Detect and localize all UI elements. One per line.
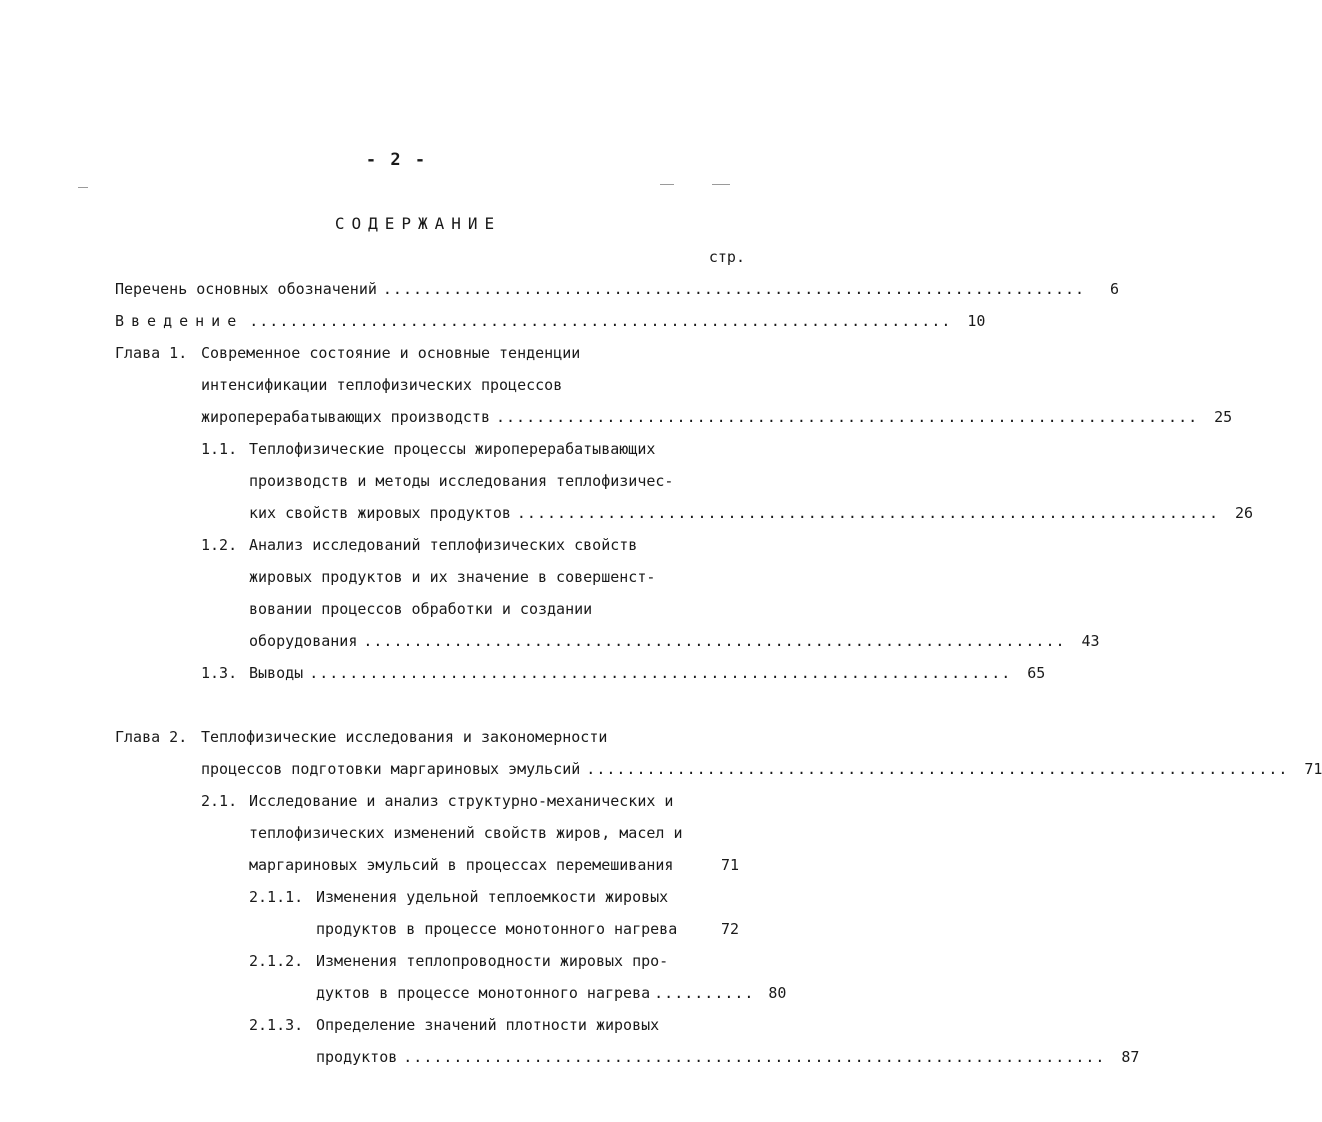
toc-prefix: 1.1. — [201, 440, 238, 458]
toc-line — [249, 1013, 659, 1037]
toc-text: Определение значений плотности жировых — [316, 1016, 660, 1034]
toc-prefix: 1.3. — [201, 664, 238, 682]
toc-text: Изменения теплопроводности жировых про- — [316, 952, 669, 970]
page-column-label: стр. — [708, 248, 745, 266]
toc-text: продуктов в процессе монотонного нагрева — [316, 920, 678, 938]
toc-line — [249, 501, 1254, 525]
toc-line — [249, 565, 655, 589]
toc-page: 87 — [1121, 1048, 1140, 1066]
toc-prefix: 2.1.1. — [249, 888, 304, 906]
toc-text: Выводы — [249, 664, 304, 682]
dot-leader: ...................................................................... — [516, 504, 1220, 522]
toc-line — [201, 789, 673, 813]
toc-prefix: 2.1. — [201, 792, 238, 810]
toc-text: Теплофизические исследования и закономерности — [201, 728, 608, 746]
toc-line — [201, 373, 562, 397]
toc-line — [249, 469, 673, 493]
toc-text: производств и методы исследования теплофизичес- — [249, 472, 674, 490]
toc-text: интенсификации теплофизических процессов — [201, 376, 563, 394]
toc-prefix: 2.1.2. — [249, 952, 304, 970]
scan-mark — [712, 184, 730, 185]
toc-text: оборудования — [249, 632, 358, 650]
toc-text: жировых продуктов и их значение в совершенст- — [249, 568, 656, 586]
toc-text: теплофизических изменений свойств жиров, масел и — [249, 824, 683, 842]
toc-line — [201, 533, 637, 557]
dot-leader: ...................................................................... — [249, 312, 952, 330]
dot-leader: ...................................................................... — [363, 632, 1066, 650]
toc-text: дуктов в процессе монотонного нагрева — [316, 984, 651, 1002]
dot-leader: ...................................................................... — [382, 280, 1086, 298]
toc-line — [249, 853, 739, 877]
toc-text: Изменения удельной теплоемкости жировых — [316, 888, 669, 906]
toc-line — [115, 725, 607, 749]
toc-line — [201, 405, 1233, 429]
toc-page: 72 — [720, 920, 739, 938]
toc-line — [316, 917, 739, 941]
toc-line — [249, 885, 668, 909]
toc-text: Анализ исследований теплофизических свойств — [249, 536, 638, 554]
toc-text: Перечень основных обозначений — [115, 280, 377, 298]
toc-text: Введение — [115, 312, 244, 330]
dot-leader: ...................................................................... — [495, 408, 1199, 426]
toc-line — [115, 309, 986, 333]
toc-page: 6 — [1110, 280, 1120, 298]
dot-leader: ...................................................................... — [309, 664, 1012, 682]
toc-text: процессов подготовки маргариновых эмульсий — [201, 760, 581, 778]
toc-text: ких свойств жировых продуктов — [249, 504, 511, 522]
toc-text: Современное состояние и основные тенденции — [201, 344, 581, 362]
toc-page: 65 — [1027, 664, 1046, 682]
toc-text: маргариновых эмульсий в процессах перемешивания — [249, 856, 674, 874]
page-number: - 2 - — [365, 150, 428, 170]
toc-line — [316, 981, 787, 1005]
toc-line — [249, 597, 592, 621]
toc-page: 43 — [1081, 632, 1100, 650]
toc-line — [249, 821, 682, 845]
toc-text: Исследование и анализ структурно-механических и — [249, 792, 674, 810]
toc-text: вовании процессов обработки и создании — [249, 600, 593, 618]
toc-page: 71 — [720, 856, 739, 874]
toc-line — [201, 661, 1046, 685]
toc-page: 71 — [1304, 760, 1322, 778]
toc-page: 26 — [1235, 504, 1254, 522]
toc-prefix: 1.2. — [201, 536, 238, 554]
dot-leader: ...................................................................... — [403, 1048, 1106, 1066]
toc-line — [249, 629, 1100, 653]
toc-page: 80 — [768, 984, 787, 1002]
toc-page: 10 — [967, 312, 986, 330]
toc-text: продуктов — [316, 1048, 398, 1066]
toc-text: Теплофизические процессы жироперерабатывающих — [249, 440, 656, 458]
scan-mark — [78, 187, 88, 188]
toc-prefix: 2.1.3. — [249, 1016, 304, 1034]
toc-line — [115, 277, 1120, 301]
toc-prefix: Глава 2. — [115, 728, 188, 746]
page-title: СОДЕРЖАНИЕ — [334, 214, 502, 233]
toc-page: 25 — [1214, 408, 1233, 426]
dot-leader: .......... — [654, 984, 755, 1002]
scan-mark — [660, 184, 674, 185]
toc-line — [249, 949, 668, 973]
toc-line — [115, 341, 580, 365]
toc-text: жироперерабатывающих производств — [201, 408, 490, 426]
dot-leader: ...................................................................... — [586, 760, 1289, 778]
toc-line — [201, 437, 655, 461]
toc-line — [201, 757, 1322, 781]
toc-line — [316, 1045, 1140, 1069]
toc-prefix: Глава 1. — [115, 344, 188, 362]
